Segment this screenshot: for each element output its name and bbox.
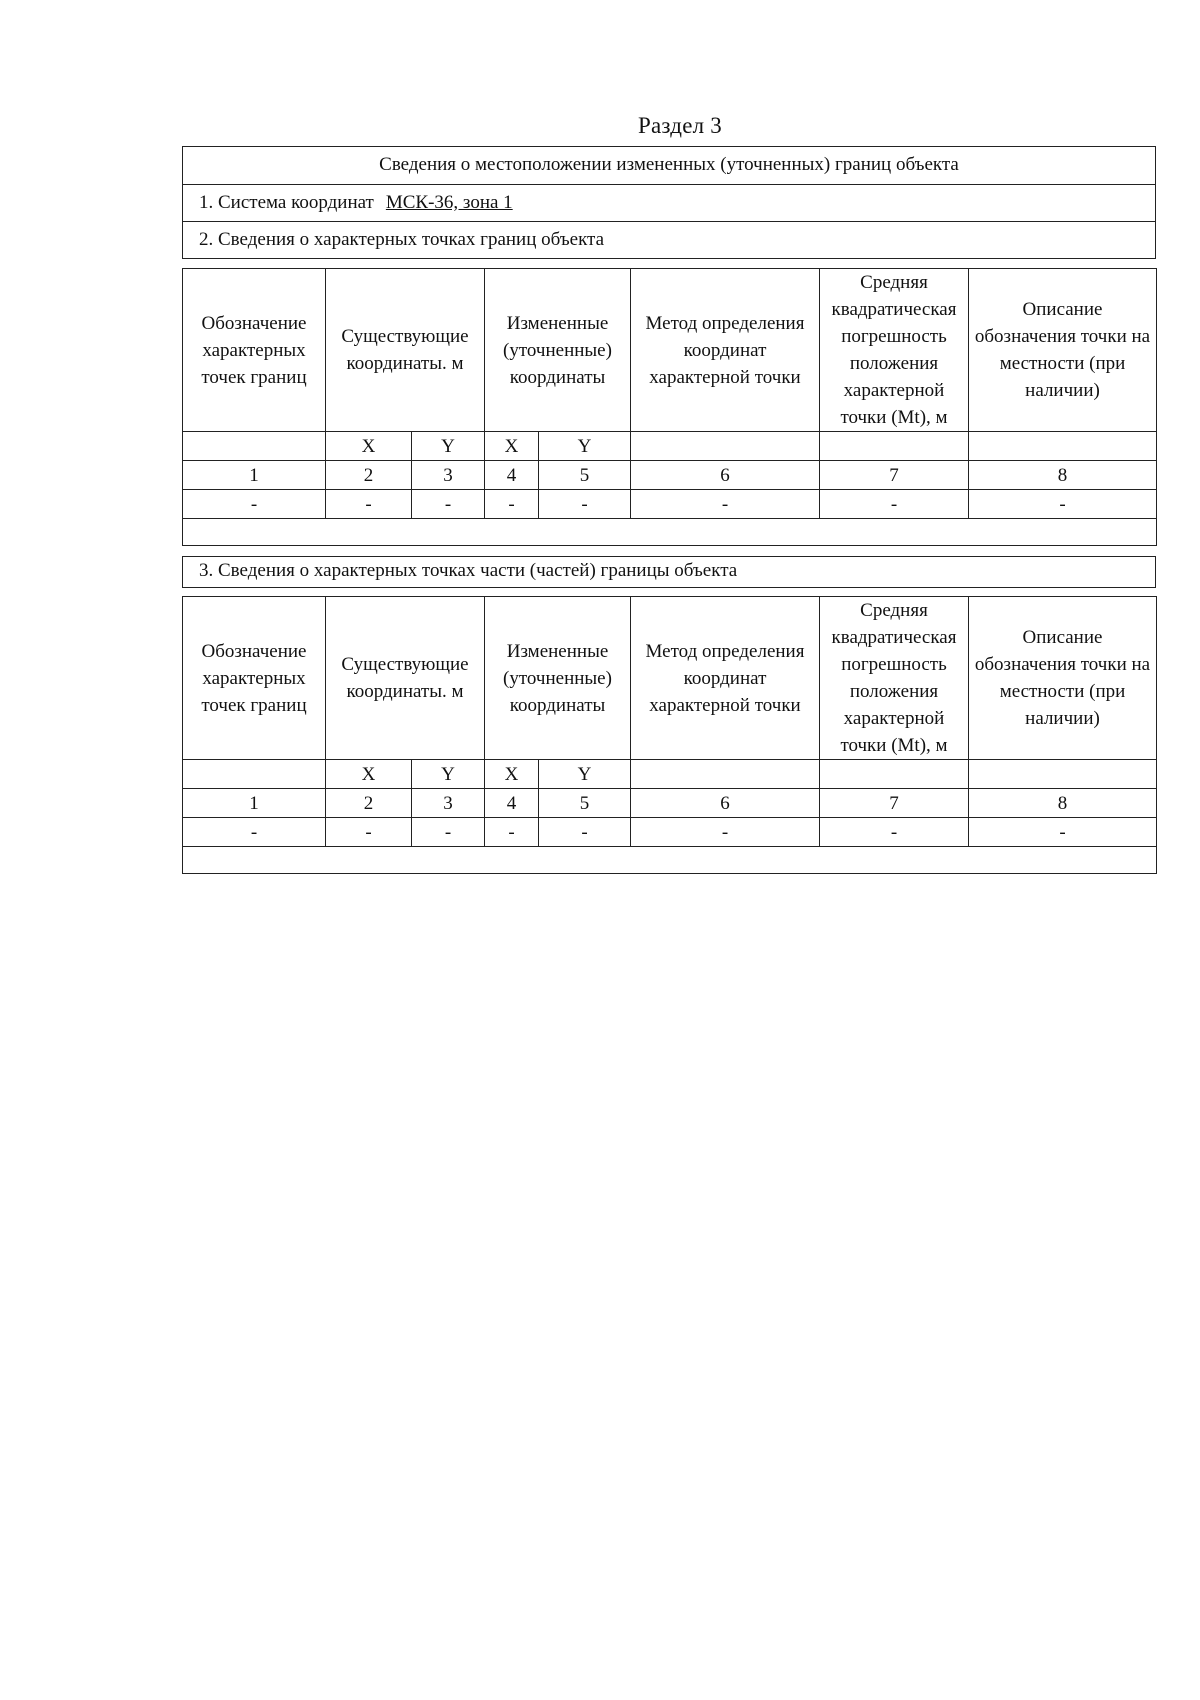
empty-row: [183, 847, 1157, 874]
table-cell: -: [539, 490, 631, 519]
header-method: Метод определения координат характерной точки: [631, 597, 820, 760]
header-description: Описание обозначения точки на местности (при наличии): [969, 597, 1157, 760]
subheader-empty: [183, 432, 326, 461]
table-cell: -: [969, 490, 1157, 519]
header-description: Описание обозначения точки на местности (при наличии): [969, 269, 1157, 432]
header-point-designation: Обозначение характерных точек границ: [183, 597, 326, 760]
subheader-y: Y: [412, 432, 485, 461]
table-row: [183, 490, 1157, 519]
subheader-x: X: [485, 760, 539, 789]
table-cell: -: [326, 818, 412, 847]
table-cell: -: [820, 818, 969, 847]
header-existing-coordinates: Существующие координаты. м: [326, 597, 485, 760]
table-cell: -: [183, 818, 326, 847]
table-cell: -: [412, 818, 485, 847]
table-cell: -: [485, 818, 539, 847]
subheader-x: X: [326, 760, 412, 789]
part-boundaries-info: [182, 556, 1156, 588]
coordinate-system-value: МСК-36, зона 1: [385, 192, 513, 213]
column-number: 4: [485, 461, 539, 490]
column-number: 2: [326, 789, 412, 818]
column-number: 7: [820, 789, 969, 818]
column-number-row: [183, 461, 1157, 490]
coordinate-system-label: 1. Система координат: [199, 192, 374, 213]
table-cell: -: [326, 490, 412, 519]
subheader-empty: [183, 760, 326, 789]
column-number: 7: [820, 461, 969, 490]
points-heading: 2. Сведения о характерных точках границ объекта: [183, 221, 1155, 258]
table-cell: -: [631, 818, 820, 847]
subheader-y: Y: [539, 432, 631, 461]
column-number: 1: [183, 461, 326, 490]
column-number: 3: [412, 461, 485, 490]
column-number: 4: [485, 789, 539, 818]
part-boundary-points-table: [182, 596, 1157, 874]
subheader-empty: [820, 432, 969, 461]
table-cell: -: [969, 818, 1157, 847]
header-method: Метод определения координат характерной точки: [631, 269, 820, 432]
column-number: 5: [539, 789, 631, 818]
column-number: 8: [969, 461, 1157, 490]
column-number: 5: [539, 461, 631, 490]
column-number: 3: [412, 789, 485, 818]
column-number: 6: [631, 461, 820, 490]
coordinate-system-row: [183, 184, 1155, 221]
table-cell: -: [820, 490, 969, 519]
subheader-x: X: [485, 432, 539, 461]
table-cell: -: [539, 818, 631, 847]
subheader-empty: [820, 760, 969, 789]
header-changed-coordinates: Измененные (уточненные) координаты: [485, 597, 631, 760]
object-boundaries-info: [182, 146, 1156, 259]
subheader-empty: [969, 432, 1157, 461]
table-cell: -: [485, 490, 539, 519]
column-number: 1: [183, 789, 326, 818]
table-row: [183, 818, 1157, 847]
column-number: 6: [631, 789, 820, 818]
subheader-y: Y: [539, 760, 631, 789]
subheader-empty: [969, 760, 1157, 789]
column-number-row: [183, 789, 1157, 818]
column-number: 8: [969, 789, 1157, 818]
section-heading: Сведения о местоположении измененных (уточненных) границ объекта: [379, 154, 959, 175]
subheader-x: X: [326, 432, 412, 461]
table-cell: -: [412, 490, 485, 519]
table-cell: -: [631, 490, 820, 519]
subheader-empty: [631, 760, 820, 789]
header-changed-coordinates: Измененные (уточненные) координаты: [485, 269, 631, 432]
header-mean-error: Средняя квадратическая погрешность положения характерной точки (Mt), м: [820, 597, 969, 760]
subheader-empty: [631, 432, 820, 461]
header-existing-coordinates: Существующие координаты. м: [326, 269, 485, 432]
subheader-y: Y: [412, 760, 485, 789]
empty-row: [183, 519, 1157, 546]
header-point-designation: Обозначение характерных точек границ: [183, 269, 326, 432]
table-cell: -: [183, 490, 326, 519]
part-points-heading: 3. Сведения о характерных точках части (частей) границы объекта: [199, 560, 738, 581]
section-title: Раздел 3: [638, 113, 722, 138]
header-mean-error: Средняя квадратическая погрешность положения характерной точки (Mt), м: [820, 269, 969, 432]
column-number: 2: [326, 461, 412, 490]
boundary-points-table: [182, 268, 1157, 546]
